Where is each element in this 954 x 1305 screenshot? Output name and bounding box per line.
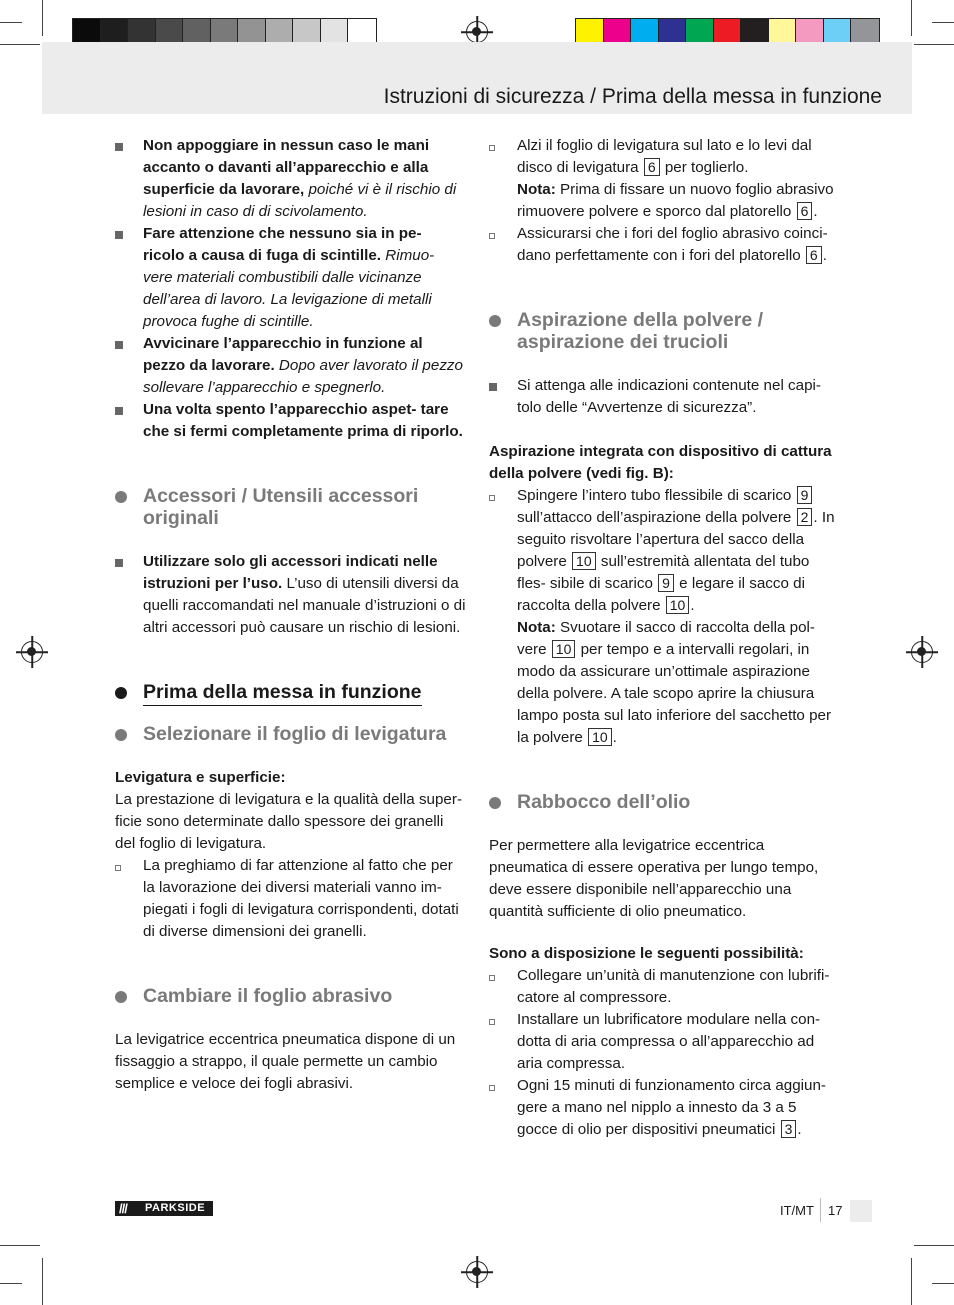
list-item: Alzi il foglio di levigatura sul lato e lo levi dal disco di levigatura 6 per toglierlo. Nota: Prima di fissare un nuovo foglio abrasivo rimuovere polvere e sporco dal platorello 6 . [489, 135, 841, 223]
box-bullet-icon [489, 1085, 495, 1091]
part-reference: 9 [658, 574, 674, 592]
crop-mark [0, 1283, 22, 1284]
heading-dot-icon [115, 991, 127, 1003]
paragraph: La prestazione di levigatura e la qualità della super- ficie sono determinate dallo spessore dei granelli del foglio di levigatura. [115, 791, 462, 852]
subheading: Aspirazione integrata con dispositivo di cattura della polvere (vedi fig. B): [489, 443, 832, 482]
part-reference: 10 [588, 728, 612, 746]
registration-mark-icon [466, 21, 488, 43]
list-item: Ogni 15 minuti di funzionamento circa aggiun- gere a mano nel nipplo a innesto da 3 a 5 gocce di olio per dispositivi pneumatici 3 . [489, 1075, 841, 1141]
crop-mark [0, 1245, 40, 1246]
heading-dot-icon [115, 491, 127, 503]
heading-dot-icon [115, 687, 127, 699]
square-bullet-icon [489, 383, 497, 391]
footer-language: IT/MT [780, 1203, 814, 1218]
part-reference: 10 [572, 552, 596, 570]
parkside-logo: /// PARKSIDE [115, 1201, 213, 1216]
section-heading-prima: Prima della messa in funzione [115, 681, 467, 703]
box-bullet-icon [489, 145, 495, 151]
page-title: Istruzioni di sicurezza / Prima della messa in funzione [383, 85, 882, 108]
list-item: Fare attenzione che nessuno sia in pe- ricolo a causa di fuga di scintille. Rimuo- vere materiali combustibili dalle vicinanze dell’area di lavoro. La levigazione di metalli provoca fughe di scintille. [115, 223, 467, 333]
list-item: La preghiamo di far attenzione al fatto che per la lavorazione dei diversi materiali vanno im- piegati i fogli di levigatura corrispondenti, dotati di diverse dimensioni dei granelli. [115, 855, 467, 943]
box-bullet-icon [489, 495, 495, 501]
square-bullet-icon [115, 559, 123, 567]
subheading: Sono a disposizione le seguenti possibilità: [489, 945, 804, 962]
crop-mark [0, 44, 40, 45]
part-reference: 6 [806, 246, 822, 264]
section-heading-accessori: Accessori / Utensili accessori originali [115, 485, 467, 529]
section-heading-aspirazione: Aspirazione della polvere / aspirazione dei trucioli [489, 309, 841, 353]
crop-mark [42, 1258, 43, 1305]
paragraph: Per permettere alla levigatrice eccentrica pneumatica di essere operativa per lungo tempo, deve essere disponibile nell’apparecchio una quantità sufficiente di olio pneumatico. [489, 837, 819, 920]
part-reference: 6 [797, 202, 813, 220]
crop-mark [914, 44, 954, 45]
registration-mark-icon [466, 1261, 488, 1283]
registration-mark-icon [21, 641, 43, 663]
list-item: Non appoggiare in nessun caso le mani accanto o davanti all’apparecchio e alla superficie da lavorare, poiché vi è il rischio di lesioni in caso di di scivolamento. [115, 135, 467, 223]
crop-mark [914, 1245, 954, 1246]
right-column [489, 135, 841, 1141]
list-item: Utilizzare solo gli accessori indicati nelle istruzioni per l’uso. L’uso di utensili diversi da quelli raccomandati nel manuale d’istruzioni o di altri accessori può causare un rischio di lesioni. [115, 551, 467, 639]
subheading: Levigatura e superficie: [115, 769, 286, 786]
page-number: 17 [828, 1203, 843, 1218]
footer-gray-box [850, 1200, 872, 1222]
heading-dot-icon [489, 797, 501, 809]
square-bullet-icon [115, 341, 123, 349]
section-heading-rabbocco: Rabbocco dell’olio [489, 791, 841, 813]
box-bullet-icon [489, 975, 495, 981]
list-item: Spingere l’intero tubo flessibile di scarico 9 sull’attacco dell’aspirazione della polvere 2 . In seguito risvoltare l’apertura del sacco della polvere 10 sull’estremità allentata del tubo fles- sibile di scarico 9 e legare il sacco di raccolta della polvere 10 . Nota: Svuotare il sacco di raccolta della pol- vere 10 per tempo e a intervalli regolari, in modo da assicurare un’ottimale aspirazione della polvere. A tale scopo aprire la chiusura lampo posta sul lato inferiore del sacchetto per la polvere 10 . [489, 485, 841, 749]
crop-mark [932, 1283, 954, 1284]
list-item: Installare un lubrificatore modulare nella con- dotta di aria compressa o all’apparecchio ad aria compressa. [489, 1009, 841, 1075]
paragraph: La levigatrice eccentrica pneumatica dispone di un fissaggio a strappo, il quale permette un cambio semplice e veloce dei fogli abrasivi. [115, 1031, 456, 1092]
part-reference: 2 [797, 508, 813, 526]
registration-mark-icon [911, 641, 933, 663]
left-column [115, 135, 467, 1095]
crop-mark [0, 22, 22, 23]
crop-mark [932, 22, 954, 23]
square-bullet-icon [115, 407, 123, 415]
list-item: Collegare un’unità di manutenzione con lubrifi- catore al compressore. [489, 965, 841, 1009]
crop-mark [911, 0, 912, 36]
box-bullet-icon [489, 233, 495, 239]
crop-mark [911, 1258, 912, 1305]
box-bullet-icon [489, 1019, 495, 1025]
square-bullet-icon [115, 231, 123, 239]
list-item: Si attenga alle indicazioni contenute nel capi- tolo delle “Avvertenze di sicurezza”. [489, 375, 841, 419]
list-item: Avvicinare l’apparecchio in funzione al pezzo da lavorare. Dopo aver lavorato il pezzo sollevare l’apparecchio e spegnerlo. [115, 333, 467, 399]
list-item: Una volta spento l’apparecchio aspet- tare che si fermi completamente prima di riporlo. [115, 399, 467, 443]
heading-dot-icon [115, 729, 127, 741]
section-heading-cambiare: Cambiare il foglio abrasivo [115, 985, 467, 1007]
section-heading-selezionare: Selezionare il foglio di levigatura [115, 723, 467, 745]
square-bullet-icon [115, 143, 123, 151]
heading-dot-icon [489, 315, 501, 327]
part-reference: 10 [552, 640, 576, 658]
part-reference: 3 [781, 1120, 797, 1138]
list-item: Assicurarsi che i fori del foglio abrasivo coinci- dano perfettamente con i fori del platorello 6 . [489, 223, 841, 267]
crop-mark [42, 0, 43, 36]
part-reference: 10 [666, 596, 690, 614]
footer-divider [820, 1198, 821, 1222]
part-reference: 6 [644, 158, 660, 176]
box-bullet-icon [115, 865, 121, 871]
part-reference: 9 [797, 486, 813, 504]
